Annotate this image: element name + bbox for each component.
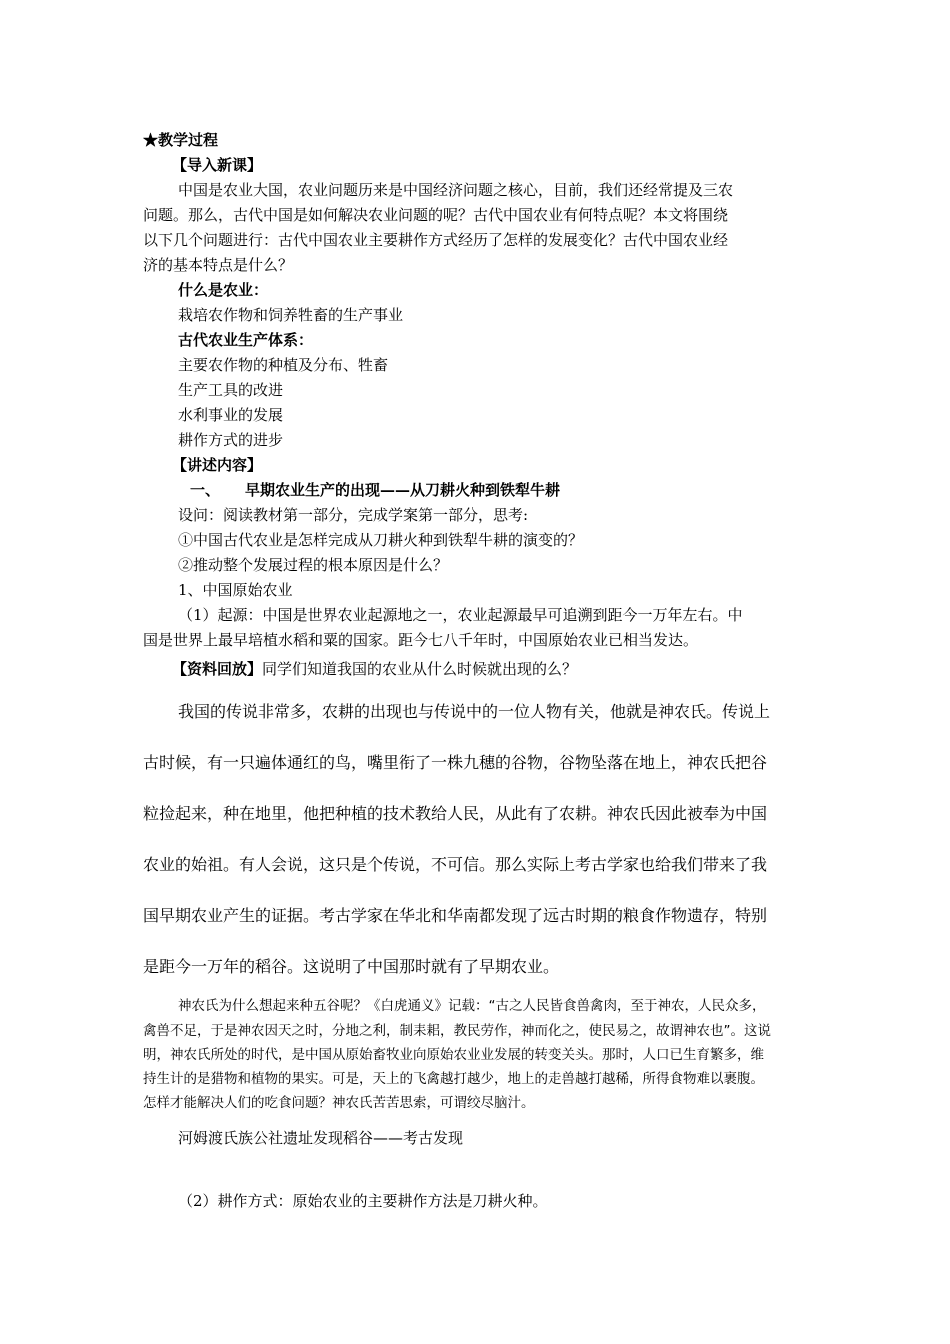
shennong-line-3: 明，神农氏所处的时代，是中国从原始畜牧业向原始农业业发展的转变关头。那时，人口已生育繁多，维 <box>143 1047 764 1063</box>
section-title: 早期农业生产的出现——从刀耕火种到铁犁牛耕 <box>245 481 561 499</box>
shennong-line-4: 持生计的是猎物和植物的果实。可是，天上的飞禽越打越少，地上的走兽越打越稀，所得食物难以裹腹。 <box>143 1071 764 1087</box>
legend-line-3: 粒捡起来，种在地里，他把种植的技术教给人民，从此有了农耕。神农氏因此被奉为中国 <box>143 804 768 823</box>
shennong-line-2: 禽兽不足，于是神农因天之时，分地之利，制耒耜，教民劳作，神而化之，使民易之，故谓神农也”。这说 <box>143 1023 771 1039</box>
question-intro: 设问：阅读教材第一部分，完成学案第一部分，思考: <box>178 506 529 524</box>
legend-line-2: 古时候，有一只遍体通红的鸟，嘴里衔了一株九穗的谷物，谷物坠落在地上，神农氏把谷 <box>143 753 768 772</box>
intro-line-2: 问题。那么，古代中国是如何解决农业问题的呢？古代中国农业有何特点呢？本文将围绕 <box>143 206 729 224</box>
section-number: 一、 <box>190 481 221 499</box>
system-item: 主要农作物的种植及分布、牲畜 <box>178 356 389 374</box>
system-item: 水利事业的发展 <box>178 406 284 424</box>
review-label: 【资料回放】 <box>172 660 263 678</box>
origin-line-1: （1）起源：中国是世界农业起源地之一，农业起源最早可追溯到距今一万年左右。中 <box>178 606 743 624</box>
definition-text: 栽培农作物和饲养牲畜的生产事业 <box>178 306 404 324</box>
system-item: 生产工具的改进 <box>178 381 284 399</box>
intro-line-4: 济的基本特点是什么？ <box>143 256 294 274</box>
legend-line-6: 是距今一万年的稻谷。这说明了中国那时就有了早期农业。 <box>143 957 560 976</box>
system-item: 耕作方式的进步 <box>178 431 284 449</box>
shennong-line-1: 神农氏为什么想起来种五谷呢？《白虎通义》记载：“古之人民皆食兽禽肉，至于神农，人民众多， <box>178 998 766 1014</box>
content-title: 【讲述内容】 <box>172 456 263 474</box>
intro-title: 【导入新课】 <box>172 156 263 174</box>
farming-method: （2）耕作方式：原始农业的主要耕作方法是刀耕火种。 <box>178 1192 548 1210</box>
question-2: ②推动整个发展过程的根本原因是什么？ <box>178 556 449 574</box>
subsection-title: 1、中国原始农业 <box>178 581 293 599</box>
review-line <box>172 658 577 679</box>
system-title: 古代农业生产体系： <box>178 331 314 349</box>
intro-line-1: 中国是农业大国，农业问题历来是中国经济问题之核心，目前，我们还经常提及三农 <box>178 181 734 199</box>
legend-line-4: 农业的始祖。有人会说，这只是个传说，不可信。那么实际上考古学家也给我们带来了我 <box>143 855 768 874</box>
legend-line-5: 国早期农业产生的证据。考古学家在华北和华南都发现了远古时期的粮食作物遗存，特别 <box>143 906 768 925</box>
shennong-line-5: 怎样才能解决人们的吃食问题？神农氏苦苦思索，可谓绞尽脑汁。 <box>143 1095 535 1111</box>
origin-line-2: 国是世界上最早培植水稻和粟的国家。距今七八千年时，中国原始农业已相当发达。 <box>143 631 699 649</box>
intro-line-3: 以下几个问题进行：古代中国农业主要耕作方式经历了怎样的发展变化？古代中国农业经 <box>143 231 729 249</box>
review-text: 同学们知道我国的农业从什么时候就出现的么？ <box>262 660 578 678</box>
question-1: ①中国古代农业是怎样完成从刀耕火种到铁犁牛耕的演变的？ <box>178 531 584 549</box>
definition-title: 什么是农业： <box>178 281 269 299</box>
legend-line-1: 我国的传说非常多，农耕的出现也与传说中的一位人物有关，他就是神农氏。传说上 <box>178 702 771 721</box>
hemudu-caption: 河姆渡氏族公社遗址发现稻谷——考古发现 <box>178 1129 464 1147</box>
section-heading: ★教学过程 <box>143 131 219 149</box>
